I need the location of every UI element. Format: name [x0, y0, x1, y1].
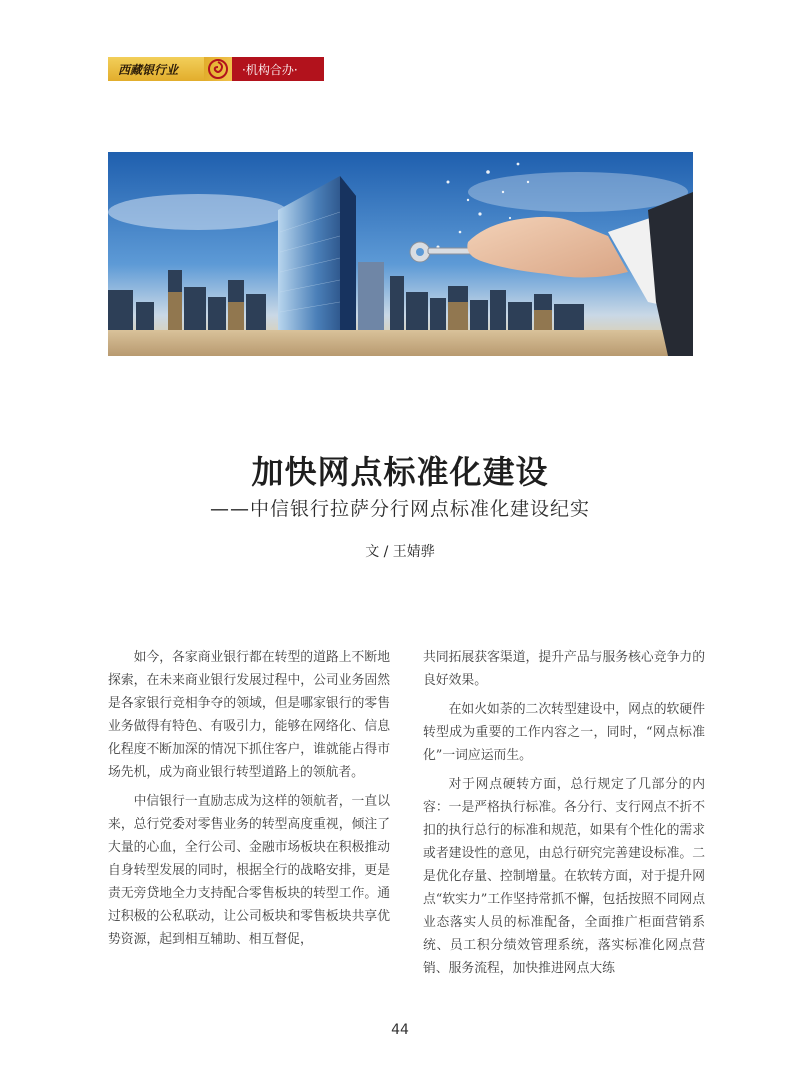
- article-title: 加快网点标准化建设: [251, 453, 549, 491]
- article-subtitle: ——中信银行拉萨分行网点标准化建设纪实: [209, 498, 590, 520]
- page-number: 44: [391, 1022, 409, 1038]
- article-byline: 文 / 王婧骅: [365, 544, 435, 560]
- right-column: [423, 646, 705, 986]
- paragraph: 如今，各家商业银行都在转型的道路上不断地探索，在未来商业银行发展过程中，公司业务固然是各家银行竞相争夺的领域，但是哪家银行的零售业务做得有特色、有吸引力，能够在网络化、信息化程度不断加深的情况下抓住客户，谁就能占得市场先机，成为商业银行转型道路上的领航者。: [108, 650, 390, 780]
- section-label: ·机构合办·: [232, 57, 324, 81]
- paragraph: 中信银行一直励志成为这样的领航者，一直以来，总行党委对零售业务的转型高度重视，倾注了大量的心血，全行公司、金融市场板块在积极推动自身转型发展的同时，根据全行的战略安排，更是责无旁贷地全力支持配合零售板块的转型工作。通过积极的公私联动，让公司板块和零售板块共享优势资源，起到相互辅助、相互督促，: [108, 794, 390, 947]
- swirl-emblem-icon: [204, 57, 232, 81]
- left-column: [108, 646, 390, 957]
- paragraph: 在如火如荼的二次转型建设中，网点的软硬件转型成为重要的工作内容之一，同时，“网点标准化”一词应运而生。: [423, 702, 705, 763]
- hero-image: [108, 152, 693, 356]
- section-header-badge: [108, 57, 324, 81]
- magazine-name: 西藏银行业: [108, 57, 204, 81]
- paragraph: 共同拓展获客渠道，提升产品与服务核心竞争力的良好效果。: [423, 650, 705, 688]
- paragraph: 对于网点硬转方面，总行规定了几部分的内容：一是严格执行标准。各分行、支行网点不折不扣的执行总行的标准和规范，如果有个性化的需求或者建设性的意见，由总行研究完善建设标准。二是优化存量、控制增量。在软转方面，对于提升网点“软实力”工作坚持常抓不懈，包括按照不同网点业态落实人员的标准配备，全面推广柜面营销系统、员工积分绩效管理系统，落实标准化网点营销、服务流程，加快推进网点大练: [423, 777, 705, 976]
